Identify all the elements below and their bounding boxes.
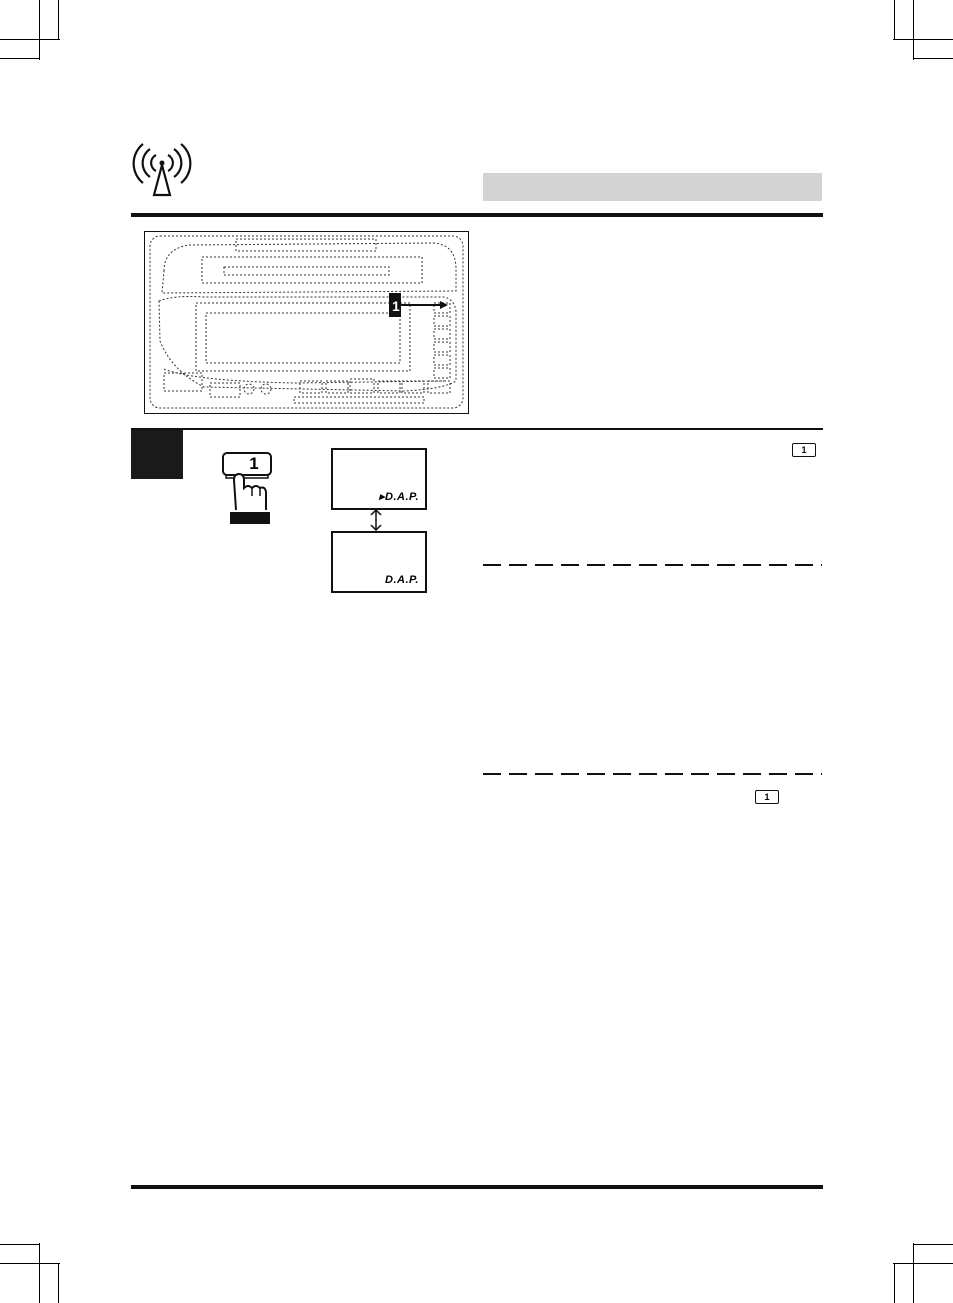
dashed-separator-1 xyxy=(483,564,822,566)
dashed-separator-2 xyxy=(483,773,822,775)
head-unit-illustration xyxy=(144,231,469,414)
bottom-rule xyxy=(131,1185,823,1189)
up-down-arrow-icon xyxy=(369,509,383,531)
lcd-display-primary xyxy=(331,448,427,510)
lcd-display-secondary xyxy=(331,531,427,593)
key-icon-1: 1 xyxy=(792,443,816,457)
section-header-bar xyxy=(483,173,822,201)
finger-button-label: 1 xyxy=(249,454,259,473)
lcd-text-primary: ▸D.A.P. xyxy=(379,491,419,503)
step-marker xyxy=(131,430,183,479)
step-rule xyxy=(131,428,823,430)
top-rule xyxy=(131,213,823,217)
svg-text:1: 1 xyxy=(392,298,400,314)
antenna-icon xyxy=(126,143,198,199)
lcd-text-secondary: D.A.P. xyxy=(385,574,419,586)
key-icon-2: 1 xyxy=(755,790,779,804)
finger-press-icon xyxy=(218,450,278,526)
